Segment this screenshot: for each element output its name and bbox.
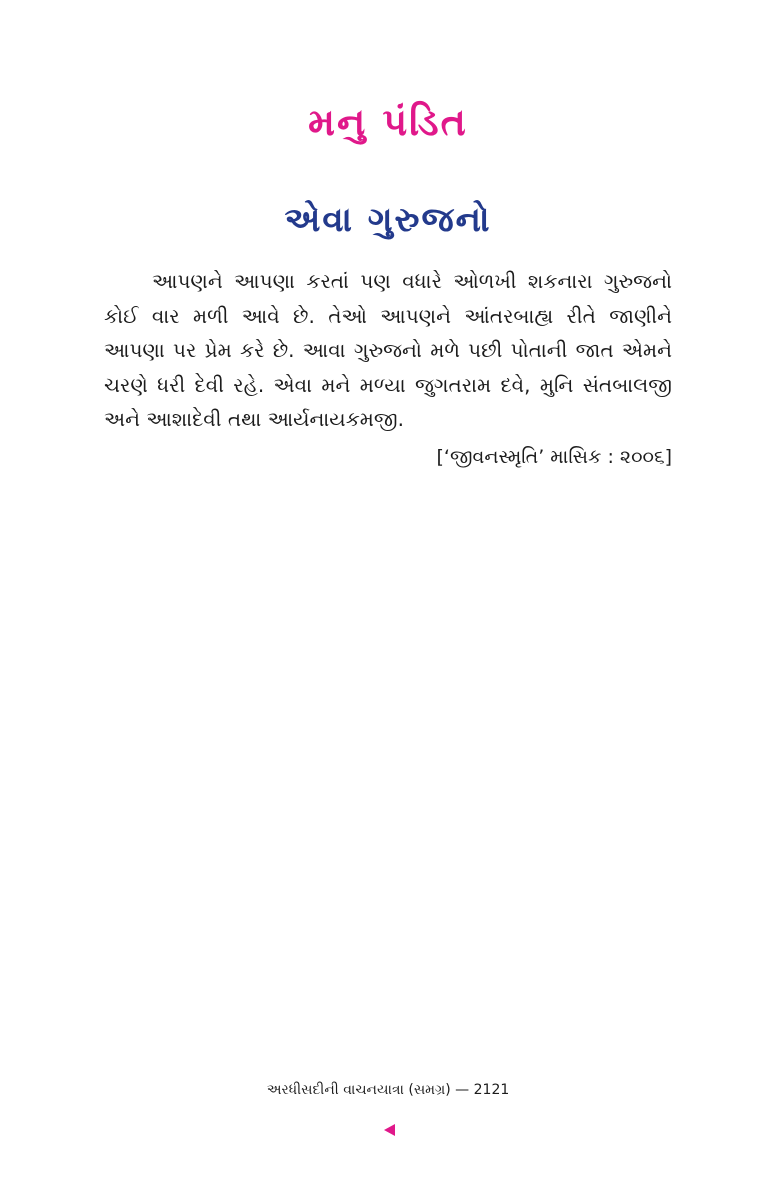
back-arrow-icon[interactable] <box>380 1121 398 1139</box>
source-citation: [‘જીવનસ્મૃતિ’ માસિક : ૨૦૦૬] <box>436 446 672 468</box>
author-name: મનુ પંડિત <box>308 100 468 144</box>
body-paragraph: આપણને આપણા કરતાં પણ વધારે ઓળખી શકનારા ગુરુજનો કોઈ વાર મળી આવે છે. તેઓ આપણને આંતરબાહ્ય રીતે જાણીને આપણા પર પ્રેમ કરે છે. આવા ગુરુજનો મળે પછી પોતાની જાત એમને ચરણે ધરી દેવી રહે. એવા મને મળ્યા જુગતરામ દવે, મુનિ સંતબાલજી અને આશાદેવી તથા આર્યનાયકમજી. <box>104 269 672 431</box>
page-footer: અરધીસદીની વાચનયાત્રા (સમગ્ર) — 2121 <box>266 1082 510 1098</box>
article-title: એવા ગુરુજનો <box>284 200 492 240</box>
left-triangle-icon <box>382 1123 396 1137</box>
